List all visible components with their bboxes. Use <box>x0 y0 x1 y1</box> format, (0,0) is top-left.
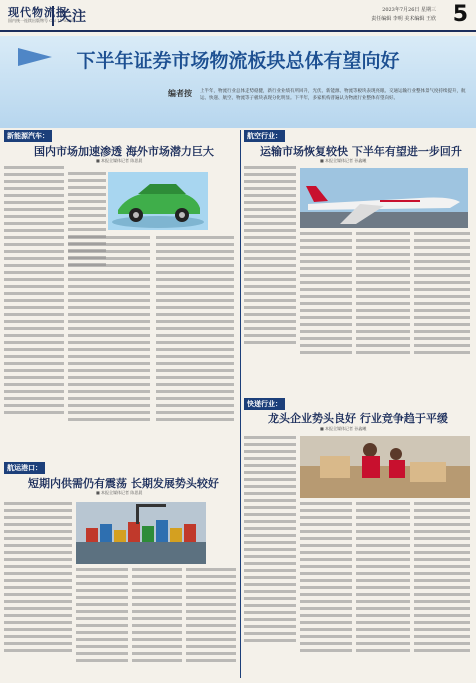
port-photo <box>76 502 206 564</box>
article-title-aviation: 运输市场恢复较快 下半年有望进一步回升 <box>260 145 462 158</box>
article-title-shipping: 短期内供需仍有震荡 长期发展势头较好 <box>28 477 219 490</box>
article-title-nev: 国内市场加速渗透 海外市场潜力巨大 <box>34 145 214 158</box>
text-column-express-4 <box>414 502 470 678</box>
section-tag-shipping: 航运港口： <box>4 462 45 474</box>
article-title-express: 龙头企业势头良好 行业竞争趋于平缓 <box>268 412 448 425</box>
car-photo <box>108 172 208 230</box>
section-name: 关注 <box>52 6 86 26</box>
text-column-shipping-2 <box>76 568 128 678</box>
text-column-aviation-2 <box>300 232 352 378</box>
text-column-aviation-3 <box>356 232 410 378</box>
text-column-nev-1 <box>4 166 64 456</box>
editor-note-text: 上半年，物流行业总体走势稳健，新行业业绩有所回升，光伏、新能源、物流等板块表现亮眼。交通运输行业整体景气度持续提升，航运、快递、航空、物流等子板块表现分化明显。下半年，多家机构普遍认为物流行业整体有望向好。 <box>200 89 466 101</box>
editor-note-label: 编者按 <box>168 88 192 98</box>
text-column-nev-4 <box>156 236 234 450</box>
headline-banner <box>0 36 476 128</box>
masthead <box>0 0 476 32</box>
text-column-express-3 <box>356 502 410 678</box>
byline-nev: ■ 本报全媒体记者 陈思晨 <box>96 158 143 163</box>
express-worker-photo <box>300 436 470 498</box>
airplane-photo <box>300 168 468 228</box>
newspaper-logo: 现代物流报 <box>8 6 68 19</box>
byline-express: ■ 本报全媒体记者 孙鑫曦 <box>320 426 367 431</box>
text-column-aviation-4 <box>414 232 470 378</box>
section-tag-express: 快递行业： <box>244 398 285 410</box>
logo-subtitle: 国内统一连续出版物号 CN 11-0257 <box>8 18 74 23</box>
text-column-shipping-3 <box>132 568 182 678</box>
page-number: 5 <box>452 2 468 27</box>
main-headline: 下半年证券市场物流板块总体有望向好 <box>76 50 400 72</box>
column-divider <box>240 130 241 678</box>
section-tag-aviation: 航空行业： <box>244 130 285 142</box>
dateline: 2023年7月26日 星期三 <box>382 7 436 13</box>
text-column-shipping-4 <box>186 568 236 678</box>
text-column-express-1 <box>244 436 296 678</box>
byline-shipping: ■ 本报全媒体记者 陈思晨 <box>96 490 143 495</box>
byline-aviation: ■ 本报全媒体记者 孙鑫曦 <box>320 158 367 163</box>
section-tag-nev: 新能源汽车： <box>4 130 52 142</box>
editors-line: 责任编辑 李明 美术编辑 王欣 <box>371 16 436 22</box>
text-column-express-2 <box>300 502 352 678</box>
text-column-shipping-1 <box>4 502 72 678</box>
text-column-nev-3 <box>68 236 150 450</box>
text-column-aviation-1 <box>244 166 296 378</box>
